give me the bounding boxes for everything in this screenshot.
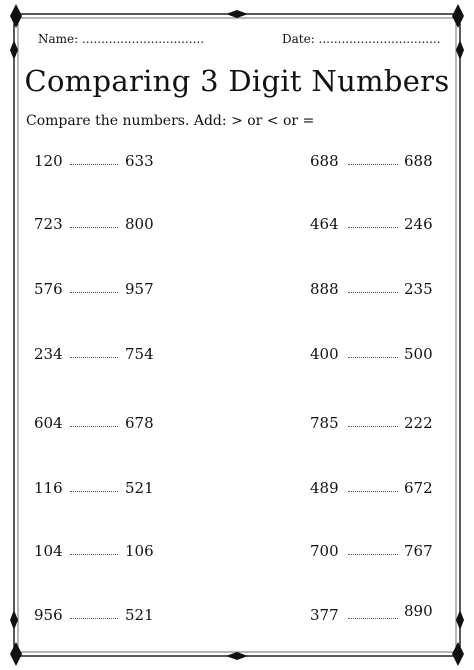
name-field-label: Name: ................................ — [38, 32, 205, 46]
second-number: 106 — [125, 542, 154, 560]
worksheet-title: Comparing 3 Digit Numbers — [24, 64, 450, 98]
answer-blank[interactable] — [70, 227, 118, 228]
edge-diamond-icon — [456, 40, 464, 60]
second-number: 521 — [125, 479, 154, 497]
second-number: 800 — [125, 215, 154, 233]
first-number: 104 — [34, 542, 63, 560]
second-number: 222 — [404, 414, 433, 432]
second-number: 235 — [404, 280, 433, 298]
second-number: 957 — [125, 280, 154, 298]
answer-blank[interactable] — [70, 618, 118, 619]
answer-blank[interactable] — [348, 618, 398, 619]
corner-diamond-icon — [452, 4, 464, 28]
first-number: 956 — [34, 606, 63, 624]
edge-diamond-icon — [10, 610, 18, 630]
second-number: 500 — [404, 345, 433, 363]
first-number: 377 — [310, 606, 339, 624]
answer-blank[interactable] — [348, 357, 398, 358]
answer-blank[interactable] — [70, 292, 118, 293]
second-number: 246 — [404, 215, 433, 233]
second-number: 678 — [125, 414, 154, 432]
edge-diamond-icon — [10, 40, 18, 60]
answer-blank[interactable] — [70, 164, 118, 165]
answer-blank[interactable] — [70, 554, 118, 555]
edge-diamond-icon — [226, 652, 248, 660]
first-number: 723 — [34, 215, 63, 233]
first-number: 700 — [310, 542, 339, 560]
instruction-text: Compare the numbers. Add: > or < or = — [26, 113, 315, 129]
answer-blank[interactable] — [348, 164, 398, 165]
first-number: 604 — [34, 414, 63, 432]
edge-diamond-icon — [226, 10, 248, 18]
answer-blank[interactable] — [348, 227, 398, 228]
corner-diamond-icon — [452, 642, 464, 666]
second-number: 672 — [404, 479, 433, 497]
first-number: 785 — [310, 414, 339, 432]
answer-blank[interactable] — [70, 426, 118, 427]
answer-blank[interactable] — [348, 554, 398, 555]
answer-blank[interactable] — [348, 491, 398, 492]
answer-blank[interactable] — [348, 426, 398, 427]
second-number: 633 — [125, 152, 154, 170]
edge-diamond-icon — [456, 610, 464, 630]
answer-blank[interactable] — [70, 357, 118, 358]
first-number: 464 — [310, 215, 339, 233]
second-number: 688 — [404, 152, 433, 170]
first-number: 116 — [34, 479, 63, 497]
second-number: 754 — [125, 345, 154, 363]
first-number: 234 — [34, 345, 63, 363]
answer-blank[interactable] — [70, 491, 118, 492]
second-number: 890 — [404, 602, 433, 620]
first-number: 888 — [310, 280, 339, 298]
first-number: 576 — [34, 280, 63, 298]
answer-blank[interactable] — [348, 292, 398, 293]
first-number: 400 — [310, 345, 339, 363]
corner-diamond-icon — [10, 642, 22, 666]
first-number: 120 — [34, 152, 63, 170]
corner-diamond-icon — [10, 4, 22, 28]
second-number: 521 — [125, 606, 154, 624]
first-number: 489 — [310, 479, 339, 497]
date-field-label: Date: ................................ — [282, 32, 441, 46]
first-number: 688 — [310, 152, 339, 170]
second-number: 767 — [404, 542, 433, 560]
